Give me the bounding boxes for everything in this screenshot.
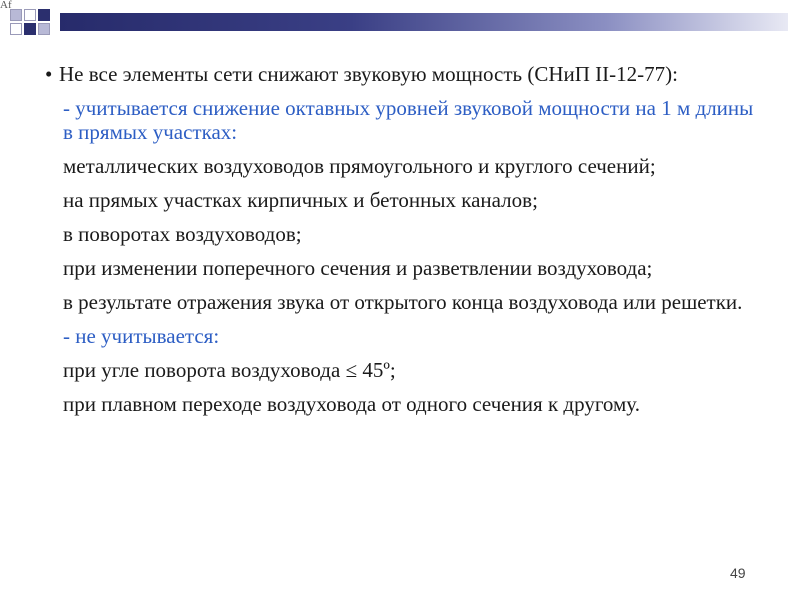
paragraph-item: металлических воздуховодов прямоугольного и круглого сечений; xyxy=(63,154,656,178)
paragraph-not-considered: - не учитывается: xyxy=(63,324,220,348)
header-decoration xyxy=(0,0,800,46)
paragraph-item: в результате отражения звука от открытого конца воздуховода или решетки. xyxy=(63,290,743,314)
paragraph-text: Не все элементы сети снижают звуковую мощность (СНиП II-12-77): xyxy=(59,62,678,86)
decor-square xyxy=(24,9,36,21)
bullet-icon: • xyxy=(45,62,53,86)
paragraph-intro xyxy=(45,62,765,86)
header-gradient-bar xyxy=(60,13,788,31)
corner-mark: Af xyxy=(0,0,12,11)
decor-square xyxy=(24,23,36,35)
paragraph-item: на прямых участках кирпичных и бетонных каналов; xyxy=(63,188,538,212)
slide-body xyxy=(45,62,765,426)
paragraph-considered: - учитывается снижение октавных уровней звуковой мощности на 1 м длины в прямых участках: xyxy=(63,96,754,144)
decor-square xyxy=(38,9,50,21)
decor-square xyxy=(10,23,22,35)
paragraph-item: в поворотах воздуховодов; xyxy=(63,222,302,246)
paragraph-item: при изменении поперечного сечения и разветвлении воздуховода; xyxy=(63,256,653,280)
paragraph-item: при плавном переходе воздуховода от одного сечения к другому. xyxy=(63,392,640,416)
slide-number: 49 xyxy=(730,565,746,581)
paragraph-item: при угле поворота воздуховода ≤ 45º; xyxy=(63,358,396,382)
decor-square xyxy=(38,23,50,35)
